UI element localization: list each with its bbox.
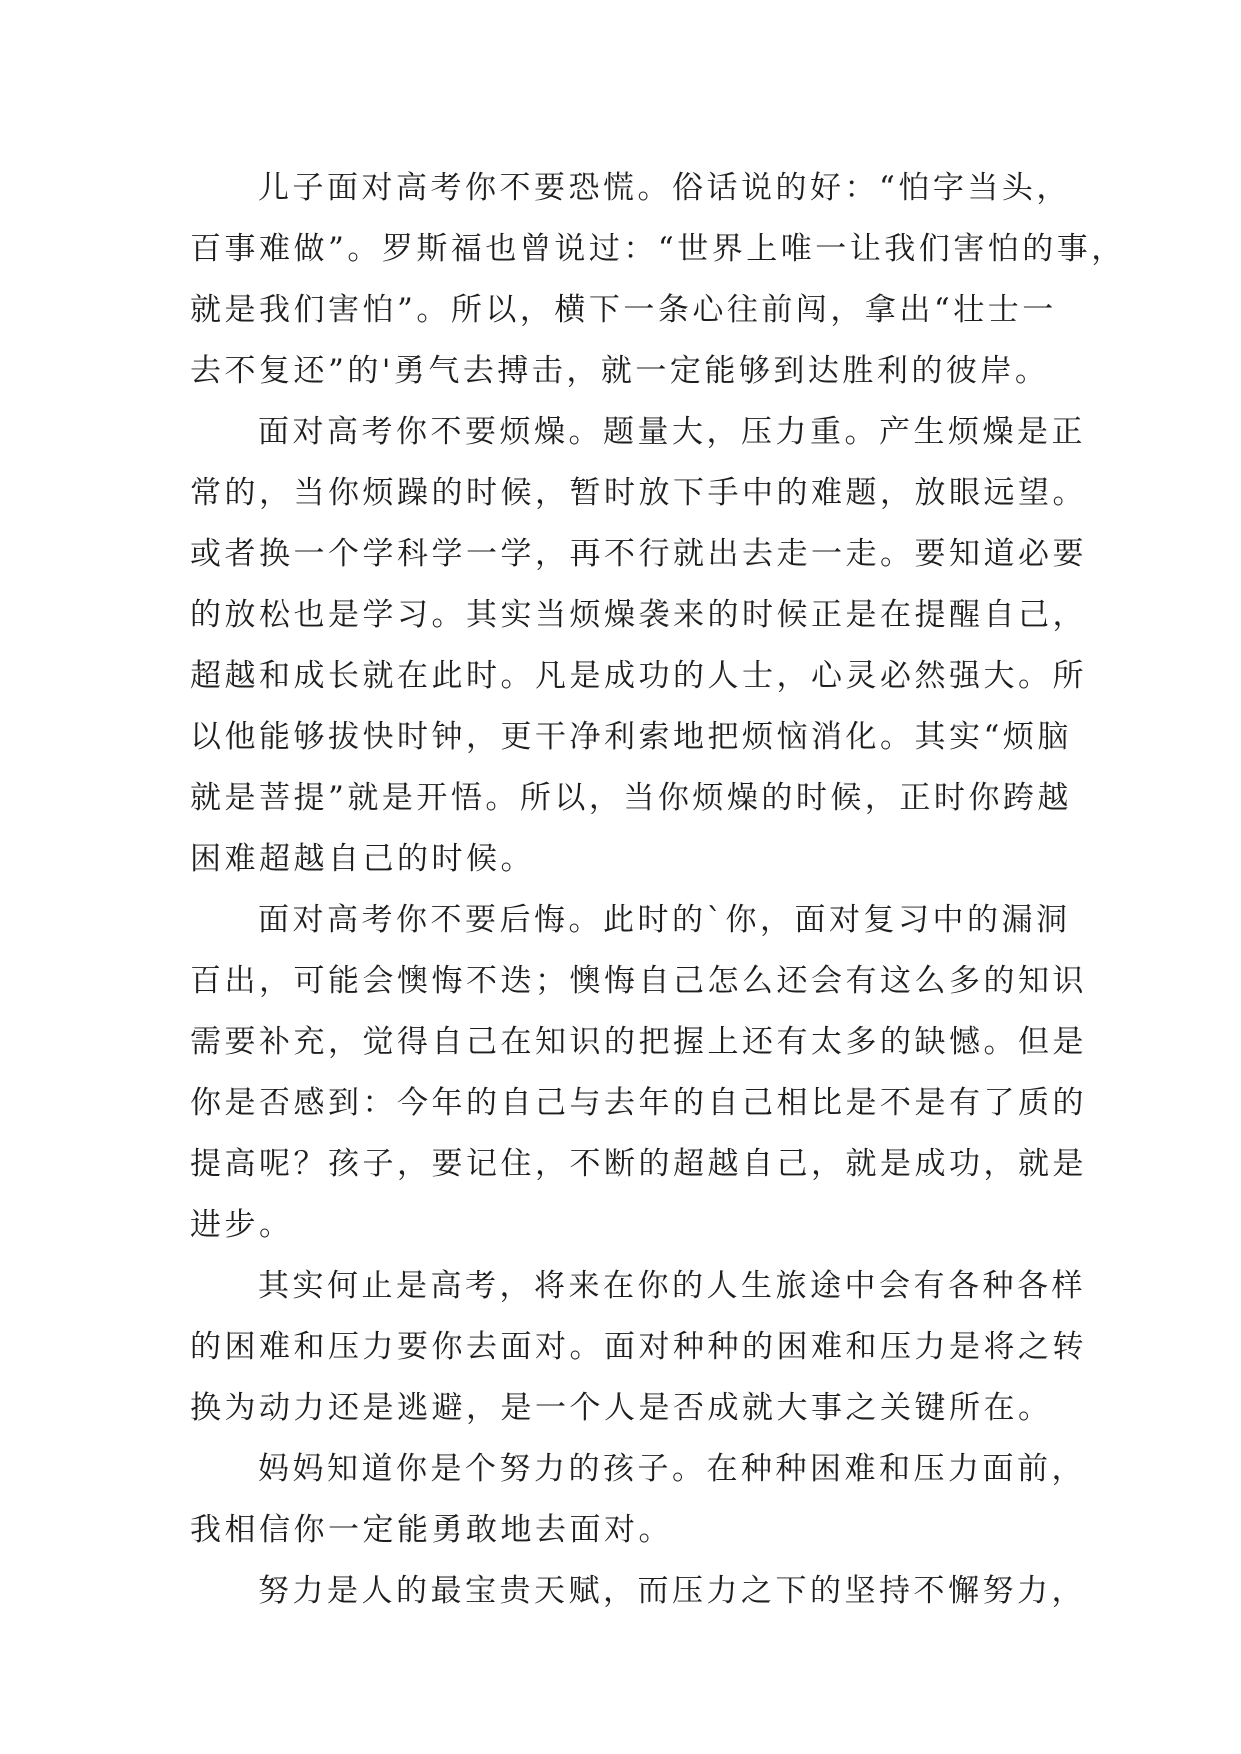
paragraph-2-line-8: 困难超越自己的时候。 (190, 841, 535, 877)
paragraph-2-line-2: 常的，当你烦躁的时候，暂时放下手中的难题，放眼远望。 (190, 475, 1087, 511)
paragraph-2-line-6: 以他能够拔快时钟，更干净利索地把烦恼消化。其实“烦脑 (190, 719, 1072, 755)
paragraph-5-line-2: 我相信你一定能勇敢地去面对。 (190, 1512, 673, 1548)
paragraph-4-line-2: 的困难和压力要你去面对。面对种种的困难和压力是将之转 (190, 1329, 1087, 1365)
paragraph-3-line-5: 提高呢？孩子，要记住，不断的超越自己，就是成功，就是 (190, 1146, 1087, 1182)
paragraph-1-line-2: 百事难做”。罗斯福也曾说过：“世界上唯一让我们害怕的事， (190, 231, 1126, 267)
paragraph-1-line-3: 就是我们害怕”。所以，横下一条心往前闯，拿出“壮士一 (190, 292, 1057, 328)
paragraph-5-line-1: 妈妈知道你是个努力的孩子。在种种困难和压力面前， (258, 1451, 1086, 1487)
paragraph-2-line-4: 的放松也是学习。其实当烦燥袭来的时候正是在提醒自己， (190, 597, 1087, 633)
paragraph-1-line-4: 去不复还”的'勇气去搏击，就一定能够到达胜利的彼岸。 (190, 353, 1050, 389)
paragraph-2-line-7: 就是菩提”就是开悟。所以，当你烦燥的时候，正时你跨越 (190, 780, 1072, 816)
paragraph-4-line-3: 换为动力还是逃避，是一个人是否成就大事之关键所在。 (190, 1390, 1053, 1426)
paragraph-3-line-2: 百出，可能会懊悔不迭；懊悔自己怎么还会有这么多的知识 (190, 963, 1087, 999)
paragraph-2-line-1: 面对高考你不要烦燥。题量大，压力重。产生烦燥是正 (258, 414, 1086, 450)
paragraph-3-line-4: 你是否感到：今年的自己与去年的自己相比是不是有了质的 (190, 1085, 1087, 1121)
paragraph-3-line-6: 进步。 (190, 1207, 294, 1243)
paragraph-2-line-5: 超越和成长就在此时。凡是成功的人士，心灵必然强大。所 (190, 658, 1087, 694)
paragraph-3-line-3: 需要补充，觉得自己在知识的把握上还有太多的缺憾。但是 (190, 1024, 1087, 1060)
paragraph-1-line-1: 儿子面对高考你不要恐慌。俗话说的好：“怕字当头， (258, 170, 1071, 206)
paragraph-4-line-1: 其实何止是高考，将来在你的人生旅途中会有各种各样 (258, 1268, 1086, 1304)
document-body (190, 158, 1126, 1622)
paragraph-3-line-1: 面对高考你不要后悔。此时的`你，面对复习中的漏洞 (258, 902, 1071, 938)
paragraph-6-line-1: 努力是人的最宝贵天赋，而压力之下的坚持不懈努力， (258, 1573, 1086, 1609)
paragraph-2-line-3: 或者换一个学科学一学，再不行就出去走一走。要知道必要 (190, 536, 1087, 572)
